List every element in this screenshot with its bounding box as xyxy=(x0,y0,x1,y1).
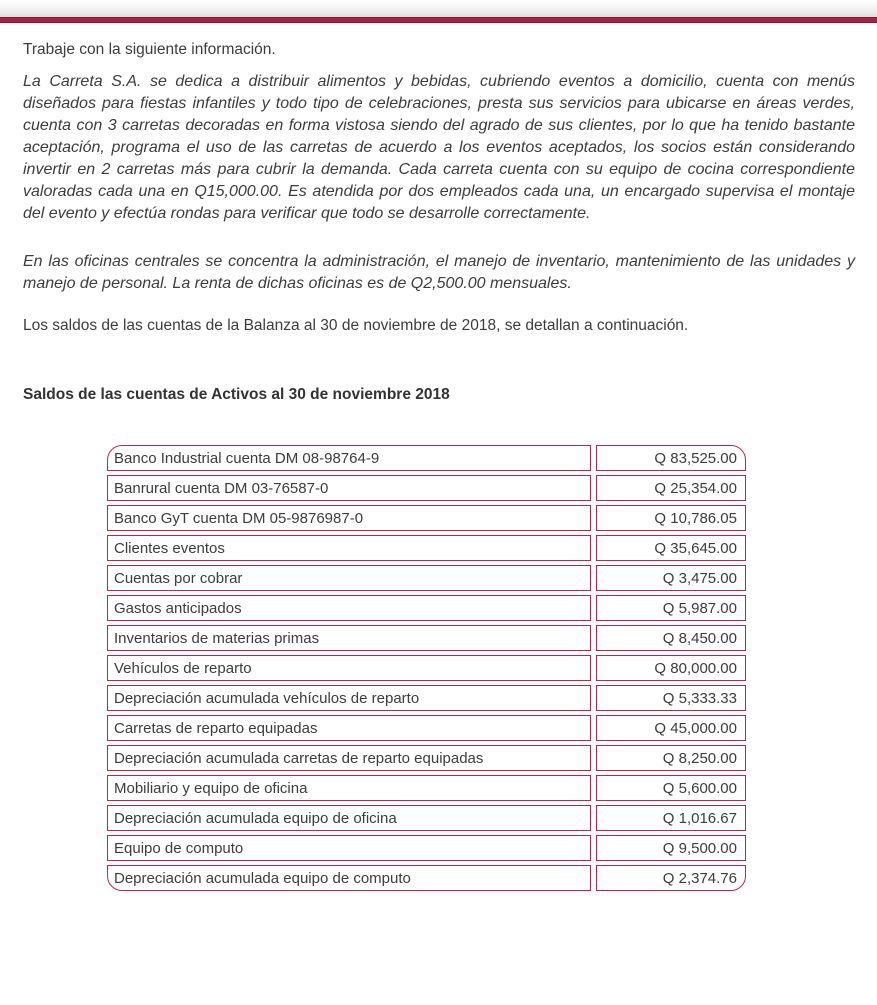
amount-cell: Q 8,450.00 xyxy=(596,625,746,651)
account-name-cell: Clientes eventos xyxy=(107,535,591,561)
page-top-gradient xyxy=(0,0,877,17)
amount-cell: Q 9,500.00 xyxy=(596,835,746,861)
account-name-cell: Banco GyT cuenta DM 05-9876987-0 xyxy=(107,505,591,531)
account-name-cell: Banco Industrial cuenta DM 08-98764-9 xyxy=(107,445,591,471)
table-row xyxy=(107,835,746,861)
amount-cell: Q 25,354.00 xyxy=(596,475,746,501)
account-name-cell: Mobiliario y equipo de oficina xyxy=(107,775,591,801)
table-row xyxy=(107,685,746,711)
amount-cell: Q 80,000.00 xyxy=(596,655,746,681)
account-name-cell: Inventarios de materias primas xyxy=(107,625,591,651)
account-name-cell: Depreciación acumulada carretas de reparto equipadas xyxy=(107,745,591,771)
account-name-cell: Banrural cuenta DM 03-76587-0 xyxy=(107,475,591,501)
table-row xyxy=(107,625,746,651)
section-heading: Saldos de las cuentas de Activos al 30 de noviembre 2018 xyxy=(23,386,450,403)
company-description-paragraph: La Carreta S.A. se dedica a distribuir alimentos y bebidas, cubriendo eventos a domicilio, cuenta con menús diseñados para fiestas infantiles y todo tipo de celebraciones, presta sus servicios para ubicarse en áreas verdes, cuenta con 3 carretas decoradas en forma vistosa siendo del agrado de sus clientes, por lo que ha tenido bastante aceptación, programa el uso de las carretas de acuerdo a los eventos aceptados, los socios están considerando invertir en 2 carretas más para cubrir la demanda. Cada carreta cuenta con su equipo de cocina correspondiente valoradas cada una en Q15,000.00. Es atendida por dos empleados cada una, un encargado supervisa el montaje del evento y efectúa rondas para verificar que todo se desarrolle correctamente. xyxy=(23,73,855,222)
account-name-cell: Depreciación acumulada equipo de oficina xyxy=(107,805,591,831)
account-name-cell: Depreciación acumulada vehículos de reparto xyxy=(107,685,591,711)
assets-table-wrap xyxy=(102,441,855,895)
amount-cell: Q 5,987.00 xyxy=(596,595,746,621)
amount-cell: Q 1,016.67 xyxy=(596,805,746,831)
assets-table-body xyxy=(107,445,746,891)
amount-cell: Q 83,525.00 xyxy=(596,445,746,471)
page-content xyxy=(0,39,877,895)
intro-paragraph: Trabaje con la siguiente información. xyxy=(23,41,276,58)
accent-ribbon xyxy=(0,17,877,23)
amount-cell: Q 5,333.33 xyxy=(596,685,746,711)
table-row xyxy=(107,655,746,681)
account-name-cell: Vehículos de reparto xyxy=(107,655,591,681)
account-name-cell: Equipo de computo xyxy=(107,835,591,861)
table-row xyxy=(107,715,746,741)
offices-paragraph: En las oficinas centrales se concentra la administración, el manejo de inventario, mantenimiento de las unidades y manejo de personal. La renta de dichas oficinas es de Q2,500.00 mensuales. xyxy=(23,253,855,292)
amount-cell: Q 3,475.00 xyxy=(596,565,746,591)
table-row xyxy=(107,475,746,501)
table-row xyxy=(107,865,746,891)
table-row xyxy=(107,445,746,471)
account-name-cell: Cuentas por cobrar xyxy=(107,565,591,591)
table-row xyxy=(107,745,746,771)
amount-cell: Q 8,250.00 xyxy=(596,745,746,771)
account-name-cell: Gastos anticipados xyxy=(107,595,591,621)
table-row xyxy=(107,505,746,531)
amount-cell: Q 2,374.76 xyxy=(596,865,746,891)
table-row xyxy=(107,775,746,801)
table-row xyxy=(107,565,746,591)
balances-intro-paragraph: Los saldos de las cuentas de la Balanza al 30 de noviembre de 2018, se detallan a continuación. xyxy=(23,317,689,334)
account-name-cell: Depreciación acumulada equipo de computo xyxy=(107,865,591,891)
amount-cell: Q 35,645.00 xyxy=(596,535,746,561)
table-row xyxy=(107,805,746,831)
account-name-cell: Carretas de reparto equipadas xyxy=(107,715,591,741)
amount-cell: Q 5,600.00 xyxy=(596,775,746,801)
table-row xyxy=(107,535,746,561)
assets-table xyxy=(102,441,751,895)
amount-cell: Q 10,786.05 xyxy=(596,505,746,531)
amount-cell: Q 45,000.00 xyxy=(596,715,746,741)
table-row xyxy=(107,595,746,621)
